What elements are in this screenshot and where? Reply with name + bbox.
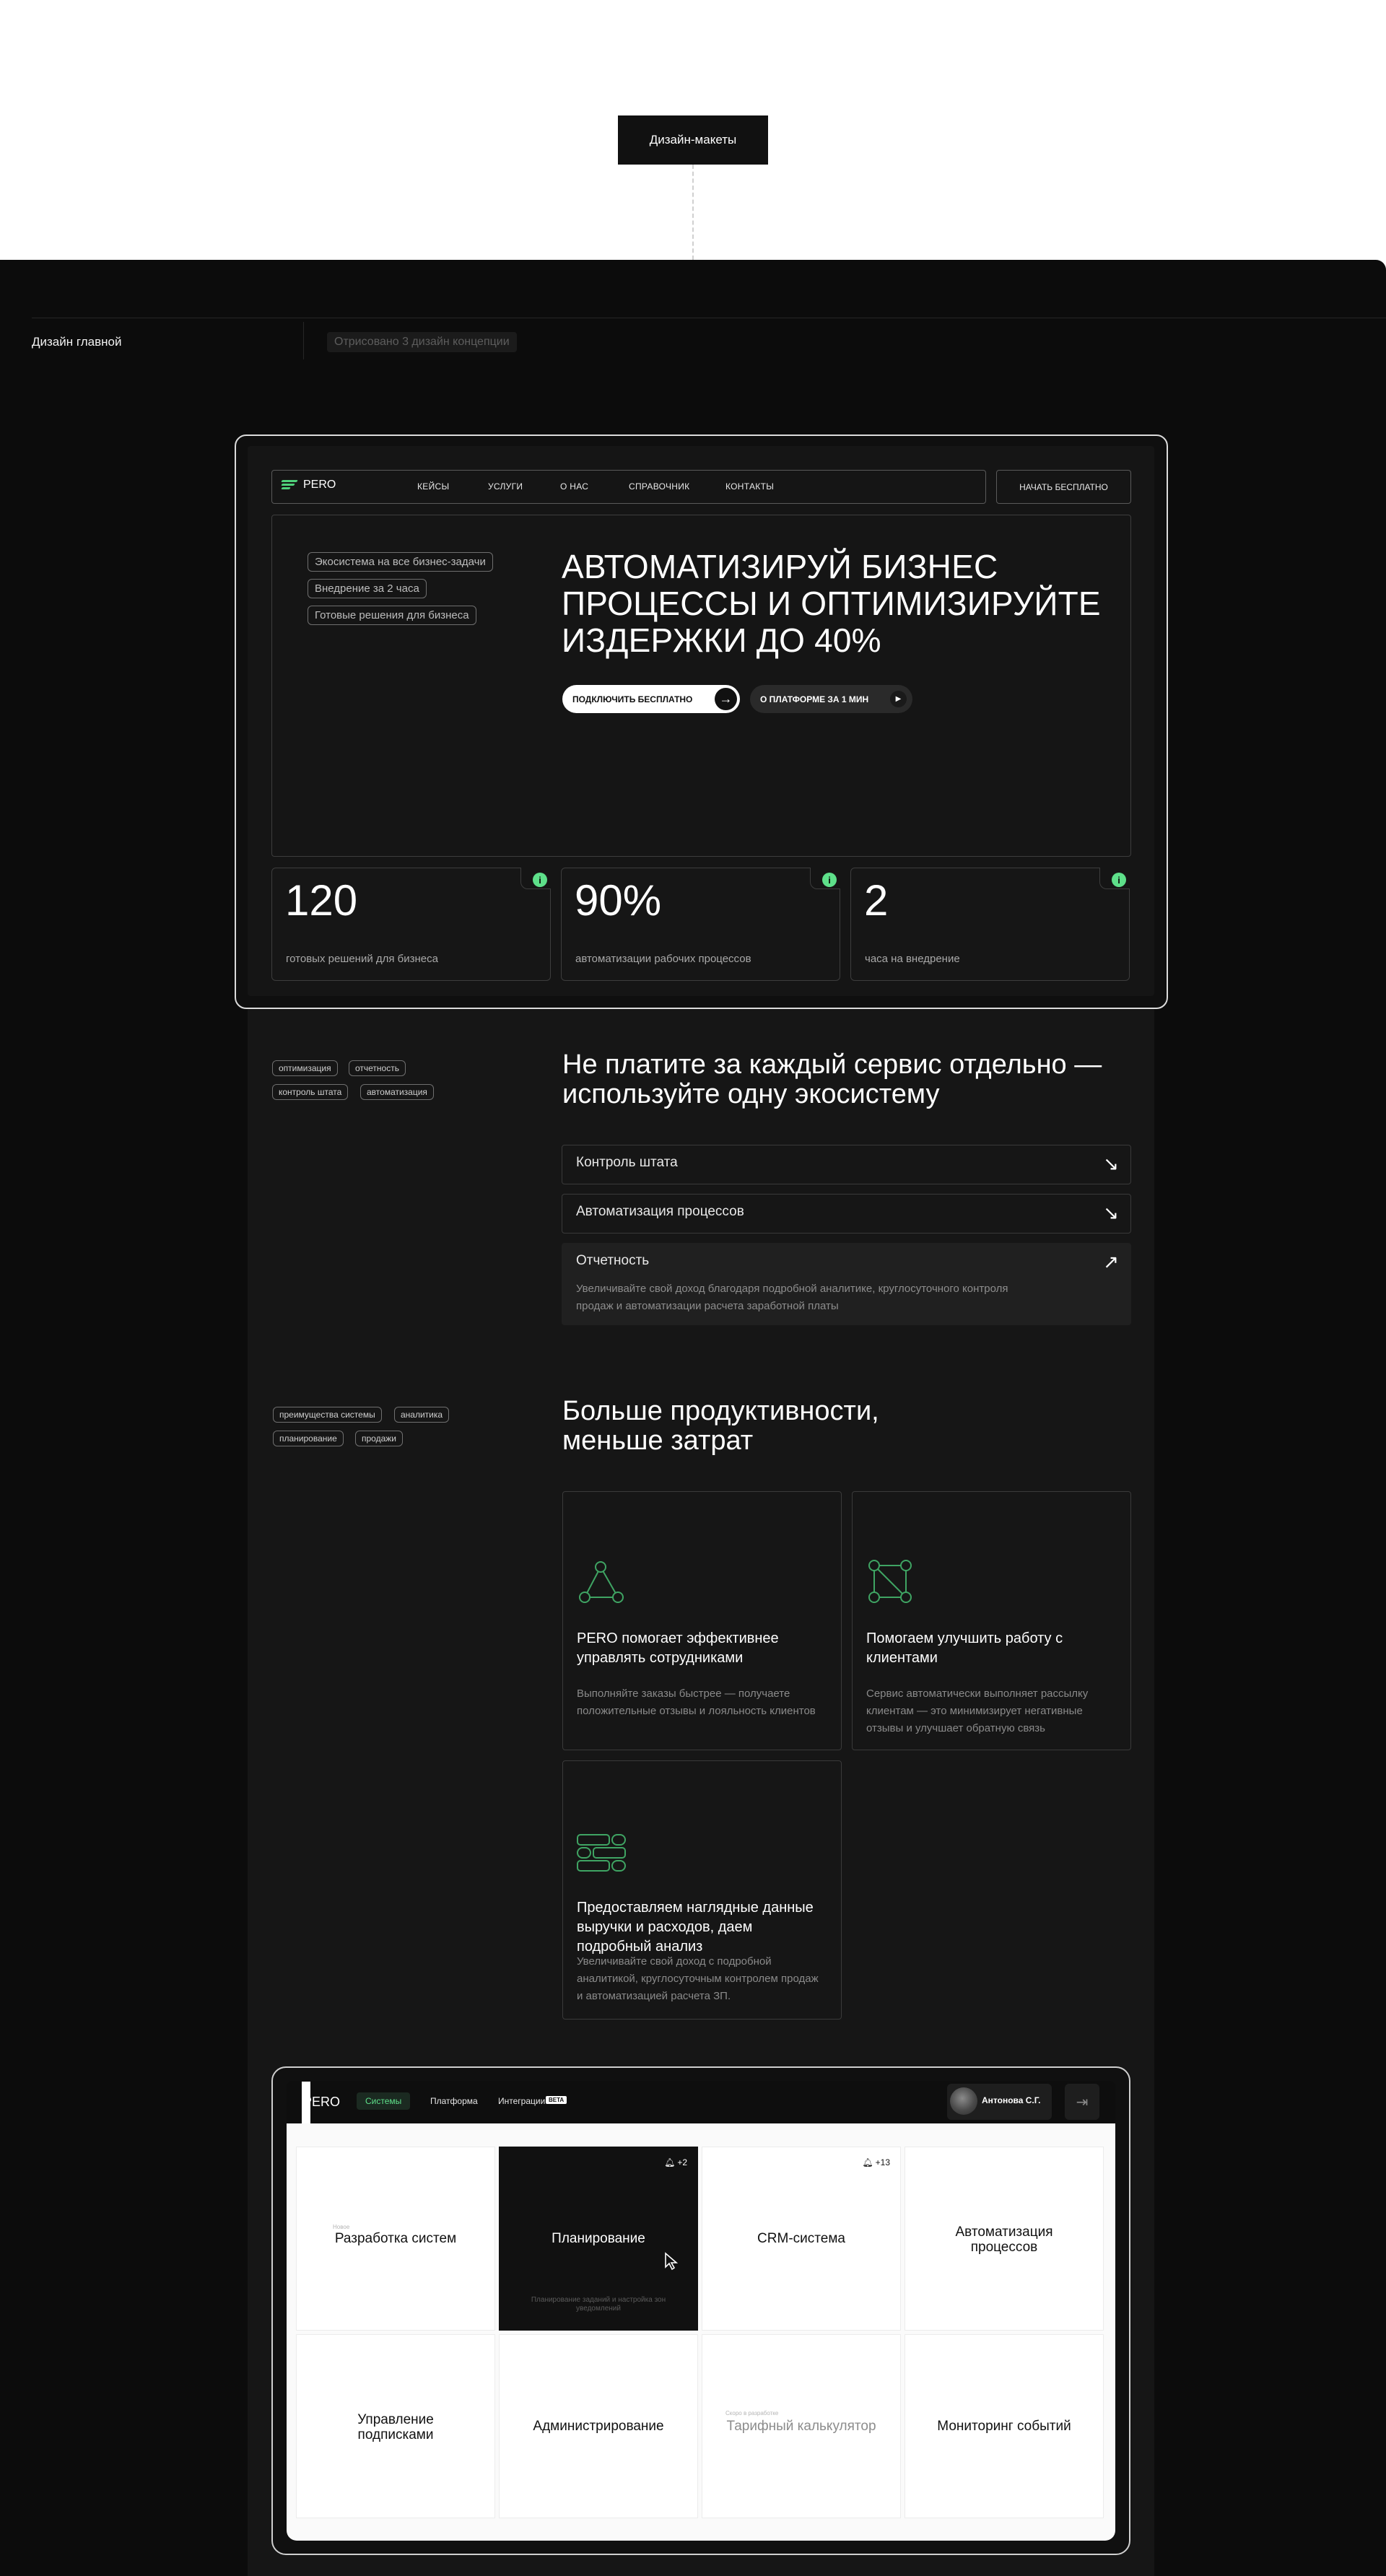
connector-line xyxy=(692,165,694,260)
accordion-title: Отчетность xyxy=(576,1253,650,1268)
accordion-item-reporting[interactable] xyxy=(562,1243,1131,1325)
avatar xyxy=(950,2087,977,2115)
feature-description: Увеличивайте свой доход с подробной аналитикой, круглосуточным контролем продаж и автоматизацией расчета ЗП. xyxy=(577,1955,819,2002)
board-title: Дизайн главной xyxy=(32,335,122,349)
play-icon: ▶ xyxy=(890,691,907,707)
start-free-button[interactable]: НАЧАТЬ БЕСПЛАТНО xyxy=(996,470,1131,504)
section-tag: продажи xyxy=(355,1431,403,1446)
tile-label: CRM-система xyxy=(757,2231,845,2246)
tile-label: Администрирование xyxy=(533,2419,664,2434)
cursor-icon xyxy=(664,2252,680,2271)
tile-badge-new: Новое xyxy=(333,2224,350,2230)
arrow-down-right-icon: ↘ xyxy=(1103,1153,1119,1174)
tile-administration[interactable] xyxy=(499,2334,698,2518)
nav-item-cases[interactable]: КЕЙСЫ xyxy=(417,481,450,492)
site-logo[interactable] xyxy=(282,479,336,492)
arrow-up-right-icon: ↗ xyxy=(1103,1251,1119,1272)
feature-title: PERO помогает эффективнее управлять сотрудниками xyxy=(577,1630,779,1666)
section-title: Не платите за каждый сервис отдельно — используйте одну экосистему xyxy=(562,1049,1102,1109)
accordion-item-automation[interactable] xyxy=(562,1194,1131,1234)
section-tag: преимущества системы xyxy=(273,1407,382,1423)
stat-card xyxy=(850,868,1130,981)
board-chip: Отрисовано 3 дизайн концепции xyxy=(327,332,517,352)
section-tag: планирование xyxy=(273,1431,344,1446)
nav-item-contacts[interactable]: КОНТАКТЫ xyxy=(725,481,775,492)
beta-badge: BETA xyxy=(546,2096,567,2104)
tile-label: Планирование xyxy=(552,2231,645,2246)
logout-icon[interactable]: ⇥ xyxy=(1065,2084,1099,2120)
info-icon[interactable]: i xyxy=(533,873,547,887)
dashboard-logo[interactable]: PERO xyxy=(303,2095,341,2109)
dashboard-nav-integrations[interactable]: Интеграции xyxy=(498,2096,546,2106)
stat-label: часа на внедрение xyxy=(865,953,960,965)
dashboard-nav-systems[interactable]: Системы xyxy=(357,2092,410,2110)
tile-description: Планирование заданий и настройка зон уведомлений xyxy=(531,2296,666,2313)
section-tag: отчетность xyxy=(349,1060,406,1076)
tile-badge-soon: Скоро в разработке xyxy=(725,2410,779,2416)
hero-tag: Внедрение за 2 часа xyxy=(308,579,427,598)
tile-crm[interactable] xyxy=(702,2147,901,2331)
tile-subscriptions[interactable] xyxy=(296,2334,495,2518)
nav-item-services[interactable]: УСЛУГИ xyxy=(488,481,523,492)
tile-event-monitoring[interactable] xyxy=(905,2334,1104,2518)
hero-tag: Экосистема на все бизнес-задачи xyxy=(308,552,493,572)
tile-label: Тарифный калькулятор xyxy=(726,2419,876,2434)
connect-free-button[interactable] xyxy=(562,685,740,713)
tile-label: Мониторинг событий xyxy=(937,2419,1071,2434)
design-mockups-label: Дизайн-макеты xyxy=(618,115,768,165)
bell-icon: 🔔︎ xyxy=(862,2157,873,2167)
dashboard-nav-platform[interactable]: Платформа xyxy=(430,2096,478,2106)
platform-video-label: О ПЛАТФОРМЕ ЗА 1 МИН xyxy=(760,694,869,704)
feature-title: Помогаем улучшить работу с клиентами xyxy=(866,1630,1063,1666)
feature-title: Предоставляем наглядные данные выручки и расходов, даем подробный анализ xyxy=(577,1900,814,1955)
square-nodes-icon xyxy=(866,1557,916,1607)
notification-badge xyxy=(862,2157,890,2167)
info-icon[interactable]: i xyxy=(822,873,837,887)
user-menu[interactable] xyxy=(947,2084,1052,2120)
user-name: Антонова С.Г. xyxy=(982,2095,1041,2105)
hero-tag: Готовые решения для бизнеса xyxy=(308,606,476,625)
accordion-item-staff[interactable] xyxy=(562,1145,1131,1184)
notification-badge xyxy=(664,2157,687,2167)
stat-value: 2 xyxy=(864,876,889,925)
triangle-nodes-icon xyxy=(576,1557,627,1607)
bell-icon: 🔔︎ xyxy=(664,2157,676,2167)
accordion-title: Контроль штата xyxy=(576,1155,678,1170)
tile-planning[interactable] xyxy=(499,2147,698,2331)
stat-label: автоматизации рабочих процессов xyxy=(575,953,751,965)
platform-video-button[interactable] xyxy=(750,685,912,713)
section-title: Больше продуктивности, меньше затрат xyxy=(562,1396,879,1456)
arrow-right-icon: → xyxy=(715,688,737,710)
feature-card xyxy=(562,1491,842,1750)
feature-description: Выполняйте заказы быстрее — получаете положительные отзывы и лояльность клиентов xyxy=(577,1688,816,1717)
section-tag: оптимизация xyxy=(272,1060,338,1076)
stat-card xyxy=(271,868,551,981)
info-icon[interactable]: i xyxy=(1112,873,1126,887)
nav-item-about[interactable]: О НАС xyxy=(560,481,589,492)
stat-card xyxy=(561,868,840,981)
tile-label: Автоматизация процессов xyxy=(955,2224,1053,2255)
section-tag: контроль штата xyxy=(272,1084,348,1100)
tile-system-development[interactable] xyxy=(296,2147,495,2331)
tile-label: Разработка систем xyxy=(334,2231,457,2246)
tile-label: Управление подписками xyxy=(357,2412,434,2442)
section-tag: автоматизация xyxy=(360,1084,434,1100)
blocks-icon xyxy=(576,1826,627,1877)
badge-count: +2 xyxy=(677,2157,687,2167)
tile-tariff-calculator[interactable] xyxy=(702,2334,901,2518)
feature-card xyxy=(562,1760,842,2020)
divider xyxy=(303,322,304,359)
nav-item-reference[interactable]: СПРАВОЧНИК xyxy=(629,481,690,492)
connect-free-label: ПОДКЛЮЧИТЬ БЕСПЛАТНО xyxy=(572,694,693,704)
feature-card xyxy=(852,1491,1131,1750)
feature-description: Сервис автоматически выполняет рассылку клиентам — это минимизирует негативные отзывы и улучшает обратную связь xyxy=(866,1688,1089,1734)
tile-process-automation[interactable] xyxy=(905,2147,1104,2331)
section-tag: аналитика xyxy=(394,1407,449,1423)
logo-mark-icon xyxy=(282,480,297,490)
badge-count: +13 xyxy=(875,2157,890,2167)
stat-value: 120 xyxy=(285,876,358,925)
accordion-description: Увеличивайте свой доход благодаря подробной аналитике, круглосуточного контроля продаж и автоматизации расчета заработной платы xyxy=(576,1283,1008,1312)
accordion-title: Автоматизация процессов xyxy=(576,1204,744,1219)
logo-text: PERO xyxy=(303,479,336,491)
hero-title: АВТОМАТИЗИРУЙ БИЗНЕС ПРОЦЕССЫ И ОПТИМИЗИРУЙТЕ ИЗДЕРЖКИ ДО 40% xyxy=(562,548,1101,659)
stat-label: готовых решений для бизнеса xyxy=(286,953,438,965)
arrow-down-right-icon: ↘ xyxy=(1103,1202,1119,1223)
stat-value: 90% xyxy=(575,876,662,925)
